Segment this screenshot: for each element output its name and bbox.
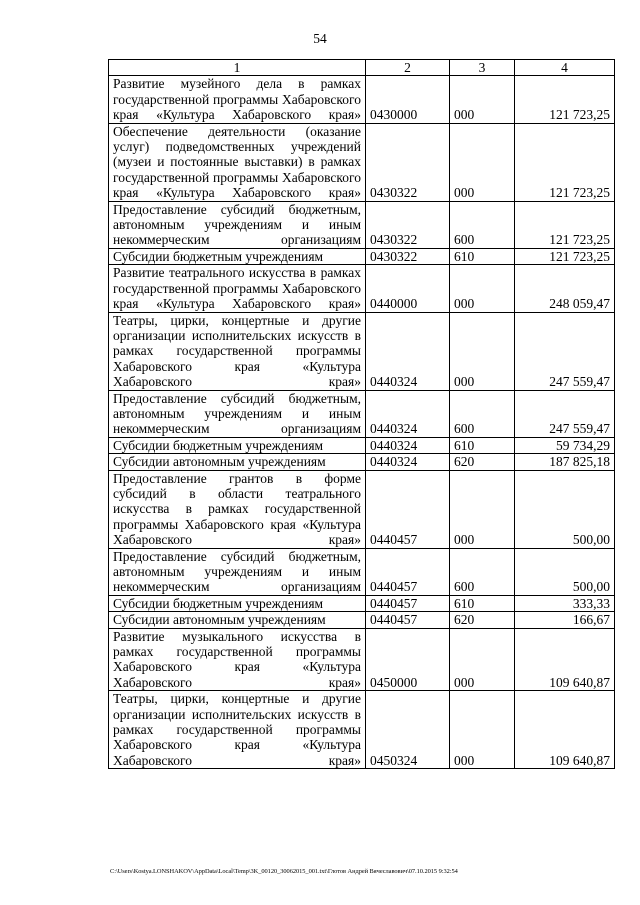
- row-kind: 000: [450, 470, 515, 548]
- row-kind: 610: [450, 248, 515, 264]
- row-description: Предоставление субсидий бюджетным, автономным учреждениям и иным некоммерческим организациям: [109, 201, 366, 248]
- row-amount: 166,67: [515, 612, 615, 628]
- row-kind: 600: [450, 201, 515, 248]
- table-row: [109, 437, 615, 453]
- row-amount: 187 825,18: [515, 454, 615, 470]
- row-amount: 247 559,47: [515, 390, 615, 437]
- table-row: [109, 201, 615, 248]
- row-description: Предоставление грантов в форме субсидий в области театрального искусства в рамках государственной программы Хабаровского края «Культура Хабаровского края»: [109, 470, 366, 548]
- row-kind: 000: [450, 312, 515, 390]
- row-code: 0440000: [366, 265, 450, 312]
- table-row: [109, 628, 615, 691]
- row-description: Театры, цирки, концертные и другие организации исполнительских искусств в рамках государственной программы Хабаровского края «Культура Хабаровского края»: [109, 691, 366, 769]
- table-row: [109, 265, 615, 312]
- row-code: 0440324: [366, 390, 450, 437]
- row-kind: 000: [450, 265, 515, 312]
- table-row: [109, 390, 615, 437]
- row-code: 0440324: [366, 312, 450, 390]
- column-header: 4: [515, 60, 615, 76]
- table-row: [109, 595, 615, 611]
- row-kind: 600: [450, 390, 515, 437]
- column-header: 2: [366, 60, 450, 76]
- row-amount: 109 640,87: [515, 628, 615, 691]
- row-kind: 600: [450, 548, 515, 595]
- row-code: 0430322: [366, 248, 450, 264]
- row-kind: 000: [450, 123, 515, 201]
- page-number: 54: [313, 31, 327, 46]
- table-row: [109, 612, 615, 628]
- table-row: [109, 691, 615, 769]
- row-code: 0440457: [366, 612, 450, 628]
- row-amount: 500,00: [515, 548, 615, 595]
- row-description: Предоставление субсидий бюджетным, автономным учреждениям и иным некоммерческим организациям: [109, 390, 366, 437]
- row-amount: 248 059,47: [515, 265, 615, 312]
- row-amount: 121 723,25: [515, 76, 615, 123]
- row-description: Развитие музыкального искусства в рамках государственной программы Хабаровского края «Культура Хабаровского края»: [109, 628, 366, 691]
- row-description: Обеспечение деятельности (оказание услуг) подведомственных учреждений (музеи и постоянные выставки) в рамках государственной программы Хабаровского края «Культура Хабаровского края»: [109, 123, 366, 201]
- row-code: 0440457: [366, 595, 450, 611]
- row-kind: 620: [450, 454, 515, 470]
- row-description: Предоставление субсидий бюджетным, автономным учреждениям и иным некоммерческим организациям: [109, 548, 366, 595]
- row-kind: 620: [450, 612, 515, 628]
- row-code: 0440324: [366, 454, 450, 470]
- row-amount: 333,33: [515, 595, 615, 611]
- row-description: Развитие театрального искусства в рамках государственной программы Хабаровского края «Культура Хабаровского края»: [109, 265, 366, 312]
- row-description: Субсидии бюджетным учреждениям: [109, 437, 366, 453]
- row-amount: 500,00: [515, 470, 615, 548]
- row-description: Субсидии бюджетным учреждениям: [109, 595, 366, 611]
- row-code: 0450000: [366, 628, 450, 691]
- row-code: 0430322: [366, 201, 450, 248]
- row-amount: 247 559,47: [515, 312, 615, 390]
- column-header: 3: [450, 60, 515, 76]
- row-code: 0430000: [366, 76, 450, 123]
- file-path-footer: C:\Users\Kostya.LONSHAKOV\AppData\Local\Temp\3K_00120_30062015_001.txt\Глотов Андрей Вячеславович\07.10.2015 9:32:54: [110, 868, 458, 875]
- row-kind: 610: [450, 595, 515, 611]
- row-code: 0440457: [366, 470, 450, 548]
- row-kind: 000: [450, 76, 515, 123]
- table-row: [109, 312, 615, 390]
- row-description: Субсидии автономным учреждениям: [109, 454, 366, 470]
- row-description: Субсидии бюджетным учреждениям: [109, 248, 366, 264]
- column-header: 1: [109, 60, 366, 76]
- row-description: Театры, цирки, концертные и другие организации исполнительских искусств в рамках государственной программы Хабаровского края «Культура Хабаровского края»: [109, 312, 366, 390]
- row-amount: 121 723,25: [515, 248, 615, 264]
- row-amount: 59 734,29: [515, 437, 615, 453]
- table-row: [109, 548, 615, 595]
- table-row: [109, 248, 615, 264]
- table-row: [109, 454, 615, 470]
- row-description: Субсидии автономным учреждениям: [109, 612, 366, 628]
- row-kind: 610: [450, 437, 515, 453]
- row-code: 0440457: [366, 548, 450, 595]
- row-code: 0430322: [366, 123, 450, 201]
- row-amount: 109 640,87: [515, 691, 615, 769]
- table-row: [109, 76, 615, 123]
- row-kind: 000: [450, 628, 515, 691]
- table-header-row: [109, 60, 615, 76]
- row-amount: 121 723,25: [515, 123, 615, 201]
- row-code: 0440324: [366, 437, 450, 453]
- table-row: [109, 123, 615, 201]
- row-description: Развитие музейного дела в рамках государственной программы Хабаровского края «Культура Хабаровского края»: [109, 76, 366, 123]
- row-code: 0450324: [366, 691, 450, 769]
- row-kind: 000: [450, 691, 515, 769]
- table-row: [109, 470, 615, 548]
- row-amount: 121 723,25: [515, 201, 615, 248]
- budget-table: [108, 59, 615, 769]
